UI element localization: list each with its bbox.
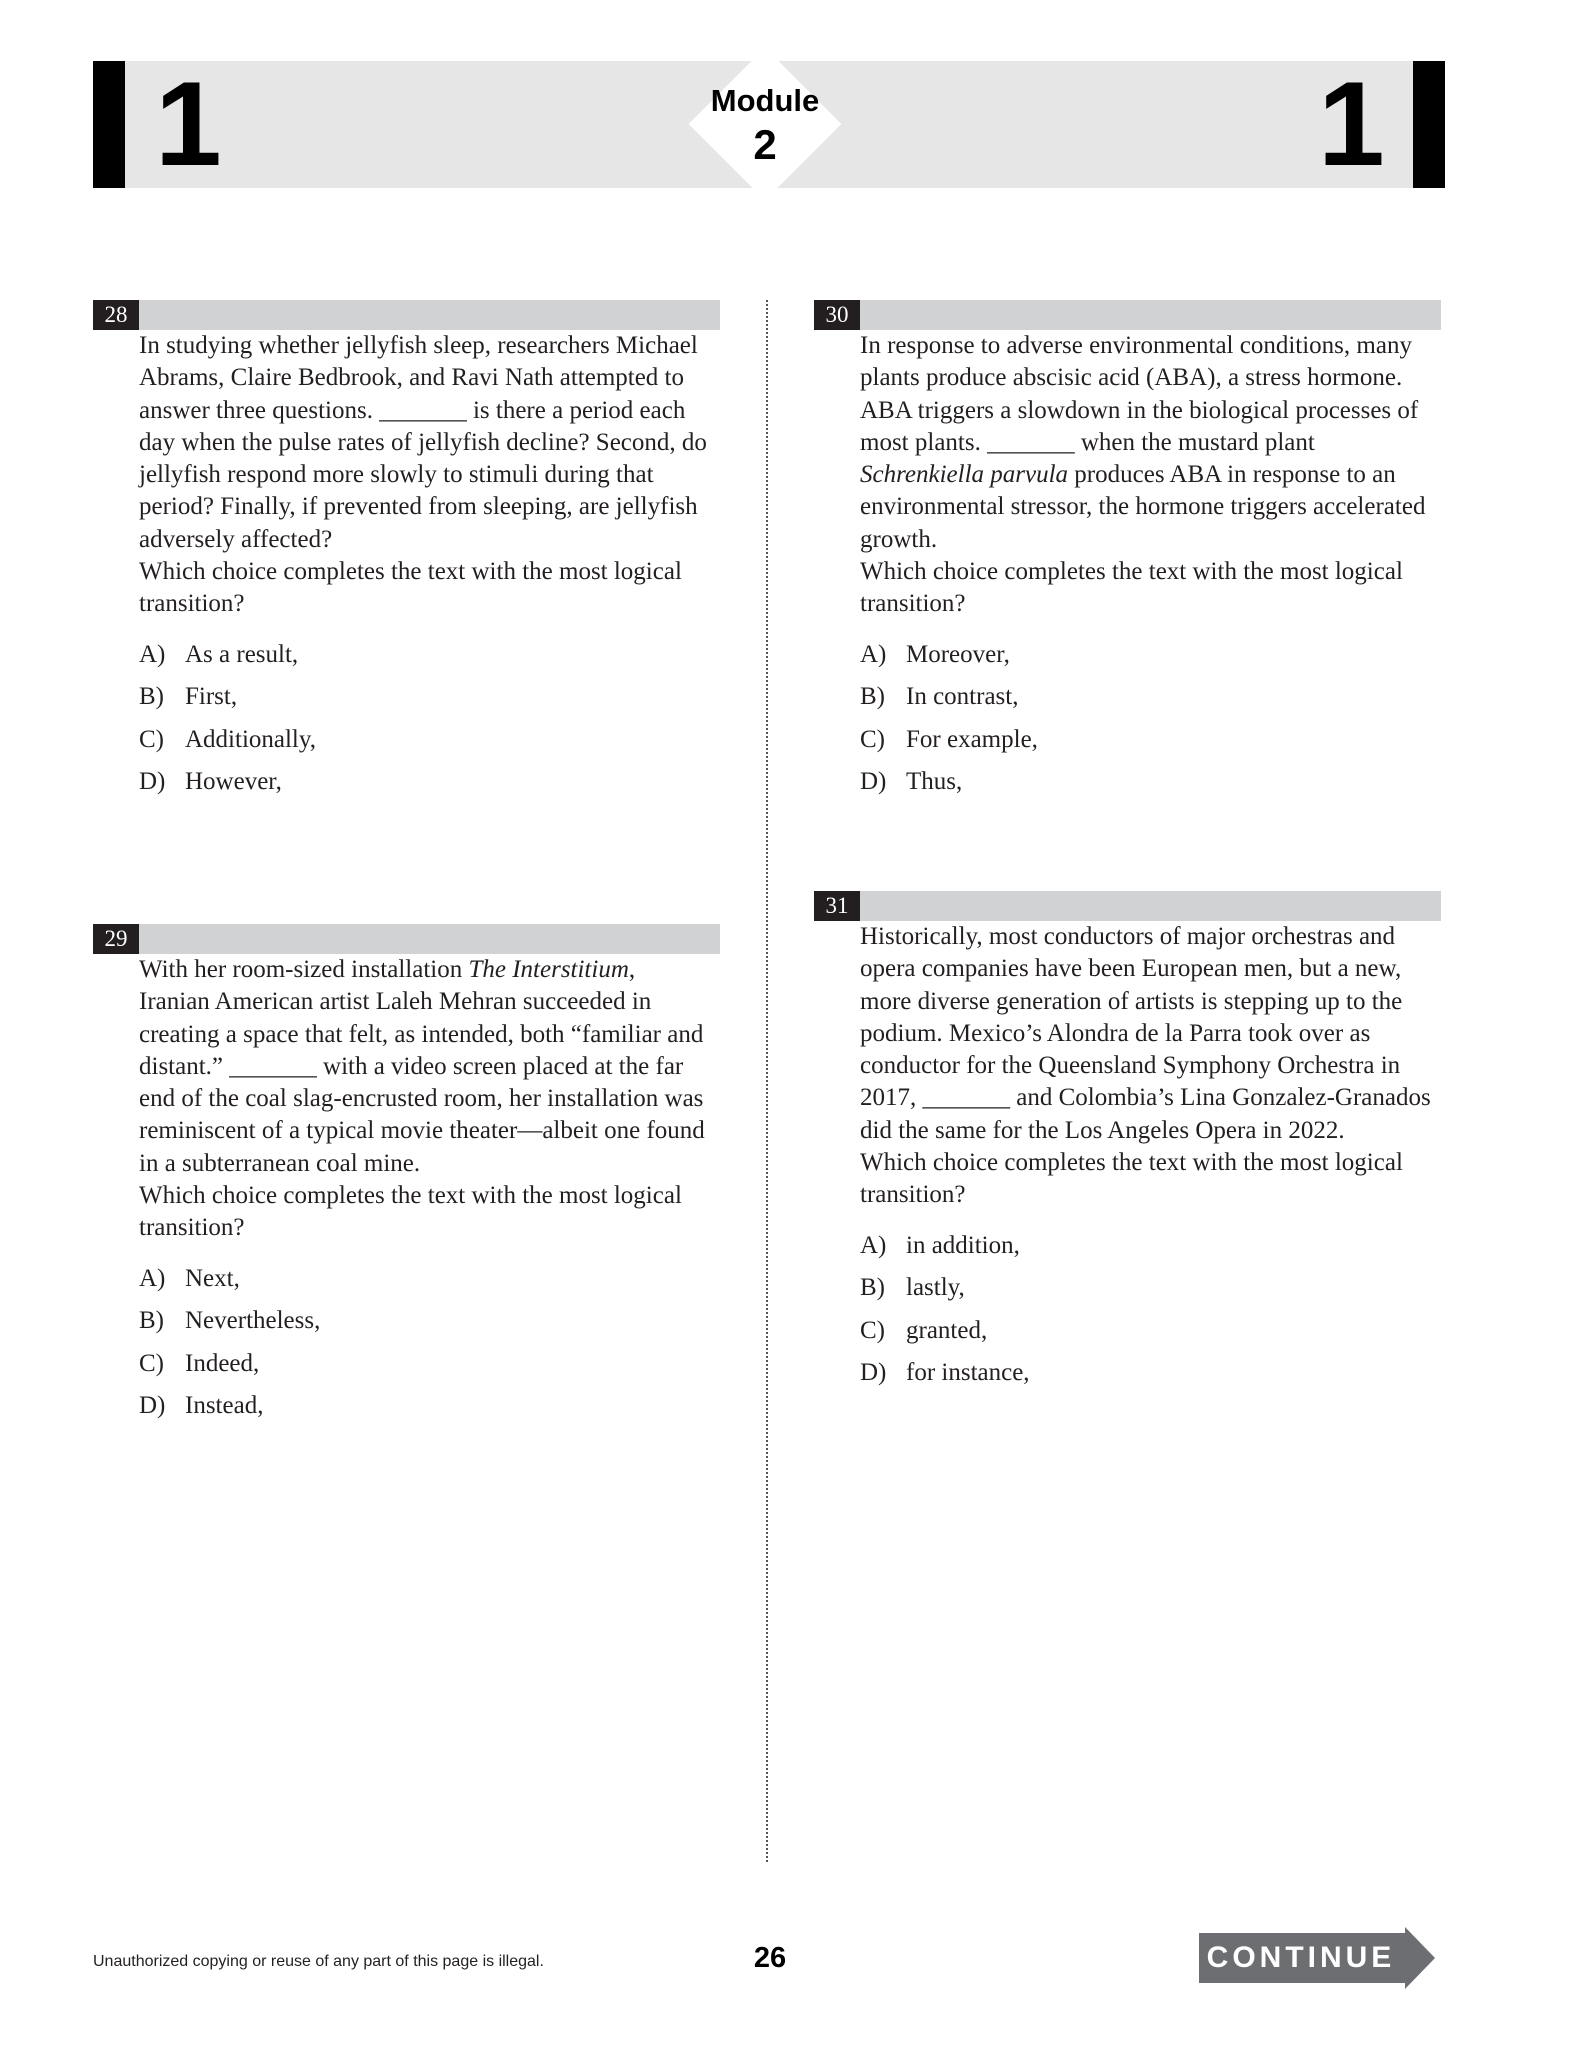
question-number: 31: [814, 891, 860, 921]
passage-text: produces ABA in response to an environmental stressor, the hormone triggers accelerated growth.: [860, 461, 1426, 553]
choice-text: Moreover,: [906, 640, 1010, 668]
choice-text: in addition,: [906, 1231, 1020, 1259]
answer-choice-a[interactable]: [139, 1263, 712, 1306]
module-number: 2: [753, 121, 777, 168]
answer-choice-b[interactable]: [860, 681, 1433, 724]
question-number: 30: [814, 300, 860, 330]
question-prompt: Which choice completes the text with the most logical transition?: [860, 1149, 1403, 1209]
answer-choice-d[interactable]: [860, 766, 1433, 809]
choice-text: However,: [185, 768, 282, 796]
choice-letter: D): [139, 1392, 166, 1420]
page-number: 26: [753, 1942, 787, 1974]
answer-choices: [139, 639, 712, 809]
choice-letter: C): [139, 725, 164, 753]
answer-choice-d[interactable]: [139, 766, 712, 809]
question-28: [93, 300, 720, 834]
passage-text: , Iranian American artist Laleh Mehran succeeded in creating a space that felt, as intended, both “familiar and distant.” _______ with a video screen placed at the far end of the coal slag-encrusted room, her installation was reminiscent of a typical movie theater—albeit one found in a subterranean coal mine.: [139, 956, 705, 1177]
choice-letter: A): [139, 640, 166, 668]
answer-choice-a[interactable]: [860, 1230, 1433, 1273]
question-header: [93, 300, 720, 330]
answer-choice-c[interactable]: [139, 1348, 712, 1391]
module-label: Module: [710, 83, 820, 118]
choice-text: Additionally,: [185, 725, 317, 753]
choice-letter: B): [139, 683, 164, 711]
question-passage: [860, 330, 1433, 556]
species-name: Schrenkiella parvula: [860, 461, 1069, 489]
question-passage: In studying whether jellyfish sleep, researchers Michael Abrams, Claire Bedbrook, and Ravi Nath attempted to answer three questions. _______ is there a period each day when the pulse rates of jellyfish decline? Second, do jellyfish respond more slowly to stimuli during that period? Finally, if prevented from sleeping, are jellyfish adversely affected?: [139, 332, 707, 553]
choice-letter: A): [139, 1264, 166, 1292]
answer-choice-b[interactable]: [139, 1305, 712, 1348]
question-prompt: Which choice completes the text with the most logical transition?: [139, 558, 682, 618]
choice-text: As a result,: [185, 640, 299, 668]
column-divider: [766, 300, 768, 1862]
section-number-left: 1: [155, 57, 222, 191]
answer-choices: [860, 1230, 1433, 1400]
choice-text: Next,: [185, 1264, 240, 1292]
answer-choice-c[interactable]: [860, 724, 1433, 767]
choice-text: lastly,: [906, 1274, 965, 1302]
section-bar-left: [93, 61, 125, 188]
question-prompt: Which choice completes the text with the most logical transition?: [860, 558, 1403, 618]
question-header: [814, 891, 1441, 921]
choice-text: Indeed,: [185, 1349, 260, 1377]
section-number-right: 1: [1318, 57, 1385, 191]
choice-letter: A): [860, 640, 887, 668]
continue-button[interactable]: CONTINUE: [1206, 1941, 1396, 1974]
answer-choice-d[interactable]: [860, 1357, 1433, 1400]
choice-letter: A): [860, 1231, 887, 1259]
question-31: [814, 891, 1441, 1425]
answer-choice-a[interactable]: [860, 639, 1433, 682]
question-header: [93, 924, 720, 954]
answer-choice-d[interactable]: [139, 1390, 712, 1433]
question-passage: [139, 954, 712, 1180]
choice-letter: C): [139, 1349, 164, 1377]
choice-text: In contrast,: [906, 683, 1019, 711]
choice-letter: B): [860, 683, 885, 711]
section-bar-right: [1413, 61, 1445, 188]
choice-letter: D): [139, 768, 166, 796]
answer-choices: [139, 1263, 712, 1433]
choice-text: Nevertheless,: [185, 1307, 321, 1335]
passage-text: With her room-sized installation: [139, 956, 469, 983]
artwork-title: The Interstitium: [468, 956, 629, 983]
choice-letter: B): [860, 1274, 885, 1302]
answer-choice-b[interactable]: [860, 1272, 1433, 1315]
answer-choice-c[interactable]: [139, 724, 712, 767]
choice-text: for instance,: [906, 1359, 1030, 1387]
copyright-notice: Unauthorized copying or reuse of any part of this page is illegal.: [93, 1953, 544, 1970]
choice-letter: D): [860, 768, 887, 796]
choice-letter: B): [139, 1307, 164, 1335]
question-29: [93, 924, 720, 1458]
question-passage: Historically, most conductors of major orchestras and opera companies have been European men, but a new, more diverse generation of artists is stepping up to the podium. Mexico’s Alondra de la Parra took over as conductor for the Queensland Symphony Orchestra in 2017, _______ and Colombia’s Lina Gonzalez-Granados did the same for the Los Angeles Opera in 2022.: [860, 923, 1431, 1144]
question-number: 28: [93, 300, 139, 330]
answer-choices: [860, 639, 1433, 809]
choice-letter: C): [860, 1316, 885, 1344]
answer-choice-c[interactable]: [860, 1315, 1433, 1358]
choice-text: Thus,: [906, 768, 963, 796]
choice-text: For example,: [906, 725, 1038, 753]
question-prompt: Which choice completes the text with the most logical transition?: [139, 1182, 682, 1242]
question-30: [814, 300, 1441, 834]
answer-choice-b[interactable]: [139, 681, 712, 724]
question-number: 29: [93, 924, 139, 954]
choice-text: Instead,: [185, 1392, 264, 1420]
choice-letter: D): [860, 1359, 887, 1387]
answer-choice-a[interactable]: [139, 639, 712, 682]
choice-letter: C): [860, 725, 885, 753]
question-header: [814, 300, 1441, 330]
choice-text: granted,: [906, 1316, 988, 1344]
choice-text: First,: [185, 683, 238, 711]
passage-text: In response to adverse environmental conditions, many plants produce abscisic acid (ABA), a stress hormone. ABA triggers a slowdown in the biological processes of most plants. _______ when the mustard plant: [860, 332, 1419, 456]
